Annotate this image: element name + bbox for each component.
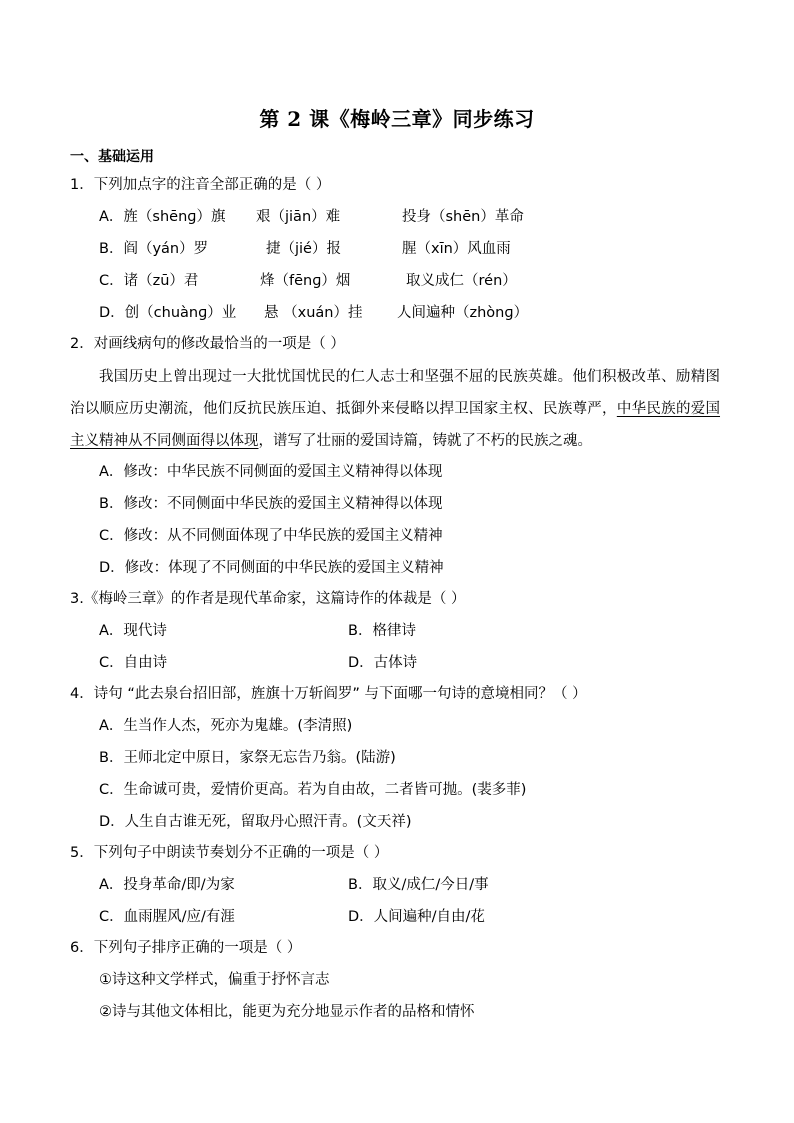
q3-option-b: B．格律诗: [348, 623, 416, 639]
q3-option-a: A．现代诗: [99, 623, 167, 639]
passage-text-end: ，谱写了壮丽的爱国诗篇，铸就了不朽的民族之魂。: [258, 433, 592, 449]
q6-item-1: ①诗这种文学样式，偏重于抒怀言志: [99, 972, 330, 988]
question-2-stem: 2．对画线病句的修改最恰当的一项是（ ）: [70, 336, 345, 352]
q4-option-d: D．人生自古谁无死，留取丹心照汗青。(文天祥): [99, 814, 412, 830]
question-2-passage: [70, 361, 720, 457]
q5-option-b: B．取义/成仁/今日/事: [348, 877, 489, 893]
passage-text: 我国历史上曾出现过一大批忧国忧民的仁人志士和坚强不屈的民族英雄。他们积极改革、励精图治以顺应历史潮流，他们反抗民族压迫、抵御外来侵略以捍卫国家主权、民族尊严，: [70, 369, 720, 417]
question-1-stem: 1．下列加点字的注音全部正确的是（ ）: [70, 177, 331, 193]
q1-option-c-2: 烽（fēnɡ）烟: [260, 273, 351, 289]
underlined-sentence: 中华民族的爱国主义精神从不同侧面得以体现: [70, 401, 721, 449]
q6-item-2: ②诗与其他文体相比，能更为充分地显示作者的品格和情怀: [99, 1004, 475, 1020]
q5-option-c: C．血雨腥风/应/有涯: [99, 909, 235, 925]
q1-option-d-3: 人间遍种（zhònɡ）: [397, 305, 529, 321]
q5-option-a: A．投身革命/即/为家: [99, 877, 235, 893]
q1-option-d-1: D．创（chuànɡ）业: [99, 305, 237, 321]
q3-option-d: D．古体诗: [348, 655, 418, 671]
q4-option-b: B．王师北定中原日，家祭无忘告乃翁。(陆游): [99, 750, 396, 766]
q1-option-c-3: 取义成仁（rén）: [406, 273, 517, 289]
q1-option-a-1: A．旌（shēnɡ）旗: [99, 209, 226, 225]
q1-option-b-3: 腥（xīn）风血雨: [402, 241, 511, 257]
q3-option-c: C．自由诗: [99, 655, 168, 671]
q2-option-d: D．修改：体现了不同侧面的中华民族的爱国主义精神: [99, 560, 444, 576]
question-3-stem: 3.《梅岭三章》的作者是现代革命家，这篇诗作的体裁是（ ）: [70, 591, 466, 607]
q1-option-d-2: 悬 （xuán）挂: [264, 305, 363, 321]
q5-option-d: D．人间遍种/自由/花: [348, 909, 485, 925]
section-heading: 一、基础运用: [70, 149, 154, 165]
question-5-stem: 5．下列句子中朗读节奏划分不正确的一项是（ ）: [70, 845, 389, 861]
q1-option-c-1: C．诸（zū）君: [99, 273, 199, 289]
q4-option-a: A．生当作人杰，死亦为鬼雄。(李清照): [99, 718, 353, 734]
question-6-stem: 6．下列句子排序正确的一项是（ ）: [70, 940, 302, 956]
q1-option-b-2: 捷（jié）报: [266, 241, 341, 257]
q2-option-a: A．修改：中华民族不同侧面的爱国主义精神得以体现: [99, 464, 443, 480]
q1-option-a-2: 艰（jiān）难: [256, 209, 341, 225]
q1-option-a-3: 投身（shēn）革命: [402, 209, 524, 225]
q2-option-c: C．修改：从不同侧面体现了中华民族的爱国主义精神: [99, 528, 443, 544]
page-title: 第 2 课《梅岭三章》同步练习: [259, 107, 535, 131]
question-4-stem: 4．诗句 “此去泉台招旧部，旌旗十万斩阎罗” 与下面哪一句诗的意境相同？（ ）: [70, 686, 587, 702]
q2-option-b: B．修改：不同侧面中华民族的爱国主义精神得以体现: [99, 496, 443, 512]
q1-option-b-1: B．阎（yán）罗: [99, 241, 209, 257]
q4-option-c: C．生命诚可贵，爱情价更高。若为自由故，二者皆可抛。(裴多菲): [99, 782, 527, 798]
